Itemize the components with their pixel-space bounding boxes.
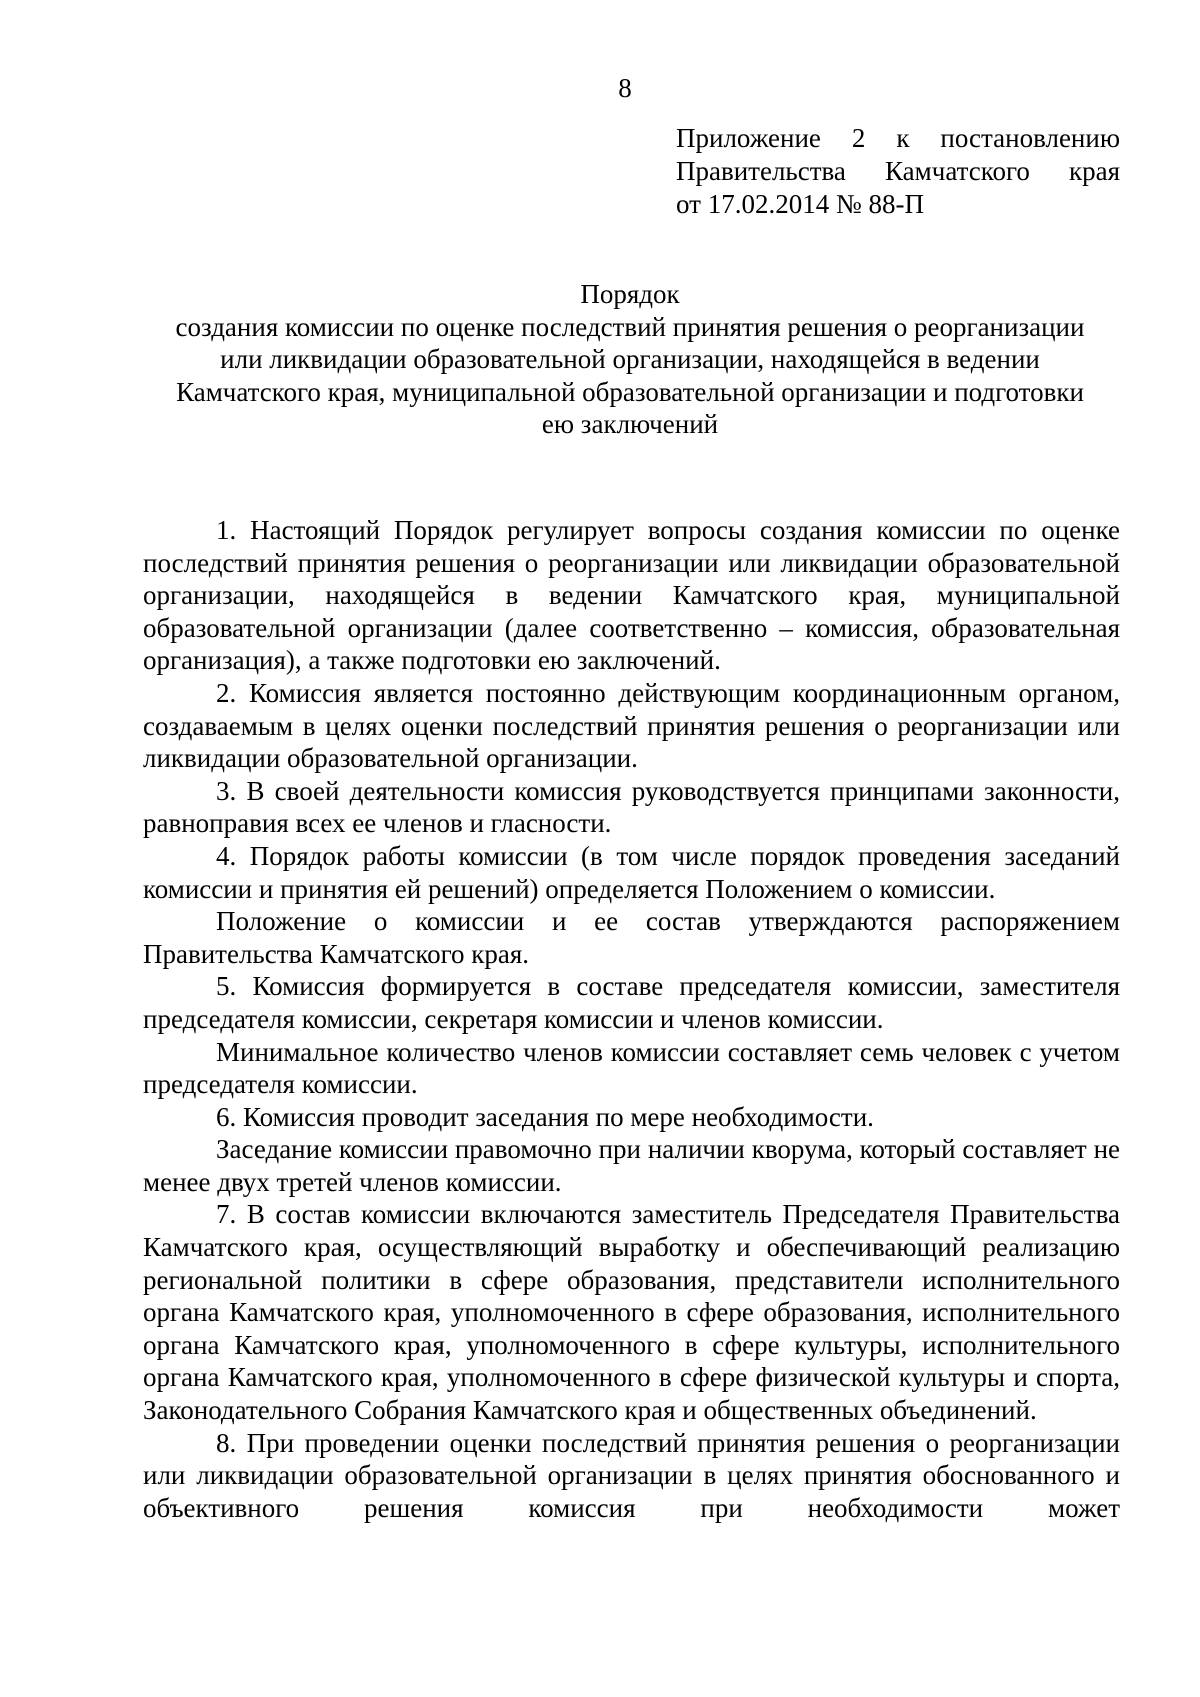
appendix-line: Правительства Камчатского края xyxy=(676,156,1120,186)
title-line: ею заключений xyxy=(541,409,719,439)
appendix-reference xyxy=(676,122,1120,221)
paragraph-7: 7. В состав комиссии включаются заместитель Председателя Правительства Камчатского края, осуществляющий выработку и обеспечивающий реализацию региональной политики в сфере образования, представители исполнительного органа Камчатского края, уполномоченного в сфере образования, исполнительного органа Камчатского края, уполномоченного в сфере культуры, исполнительного органа Камчатского края, уполномоченного в сфере физической культуры и спорта, Законодательного Собрания Камчатского края и общественных объединений. xyxy=(143,1199,1120,1426)
paragraph-6-continuation: Заседание комиссии правомочно при наличии кворума, который составляет не менее двух третей членов комиссии. xyxy=(143,1134,1120,1197)
paragraph-4-continuation: Положение о комиссии и ее состав утверждаются распоряжением Правительства Камчатского края. xyxy=(143,906,1120,969)
paragraph-5-continuation: Минимальное количество членов комиссии составляет семь человек с учетом председателя комиссии. xyxy=(143,1036,1120,1100)
title-line: создания комиссии по оценке последствий принятия решения о реорганизации xyxy=(175,311,1085,342)
paragraph-2: 2. Комиссия является постоянно действующим координационным органом, создаваемым в целях оценки последствий принятия решения о реорганизации или ликвидации образовательной организации. xyxy=(143,677,1120,774)
paragraph-4: 4. Порядок работы комиссии (в том числе порядок проведения заседаний комиссии и принятия ей решений) определяется Положением о комиссии. xyxy=(143,840,1120,904)
title-line: или ликвидации образовательной организации, находящейся в ведении xyxy=(220,344,1040,374)
page-number: 8 xyxy=(618,73,632,103)
appendix-line: Приложение 2 к постановлению xyxy=(676,123,1120,153)
document-title xyxy=(140,278,1120,441)
appendix-line: от 17.02.2014 № 88-П xyxy=(676,189,924,219)
paragraph-1: 1. Настоящий Порядок регулирует вопросы создания комиссии по оценке последствий принятия решения о реорганизации или ликвидации образовательной организации, находящейся в ведении Камчатского края, муниципальной образовательной организации (далее соответственно – комиссия, образовательная организация), а также подготовки ею заключений. xyxy=(143,515,1120,676)
title-line: Камчатского края, муниципальной образовательной организации и подготовки xyxy=(176,376,1084,407)
document-body xyxy=(143,514,1120,1524)
paragraph-6: 6. Комиссия проводит заседания по мере необходимости. xyxy=(216,1101,874,1132)
paragraph-3: 3. В своей деятельности комиссия руководствуется принципами законности, равноправия всех ее членов и гласности. xyxy=(143,775,1120,839)
paragraph-8: 8. При проведении оценки последствий принятия решения о реорганизации или ликвидации образовательной организации в целях принятия обоснованного и объективного решения комиссия при необходимости может xyxy=(143,1427,1120,1523)
paragraph-5: 5. Комиссия формируется в составе председателя комиссии, заместителя председателя комиссии, секретаря комиссии и членов комиссии. xyxy=(143,971,1120,1034)
title-heading: Порядок xyxy=(580,279,680,309)
